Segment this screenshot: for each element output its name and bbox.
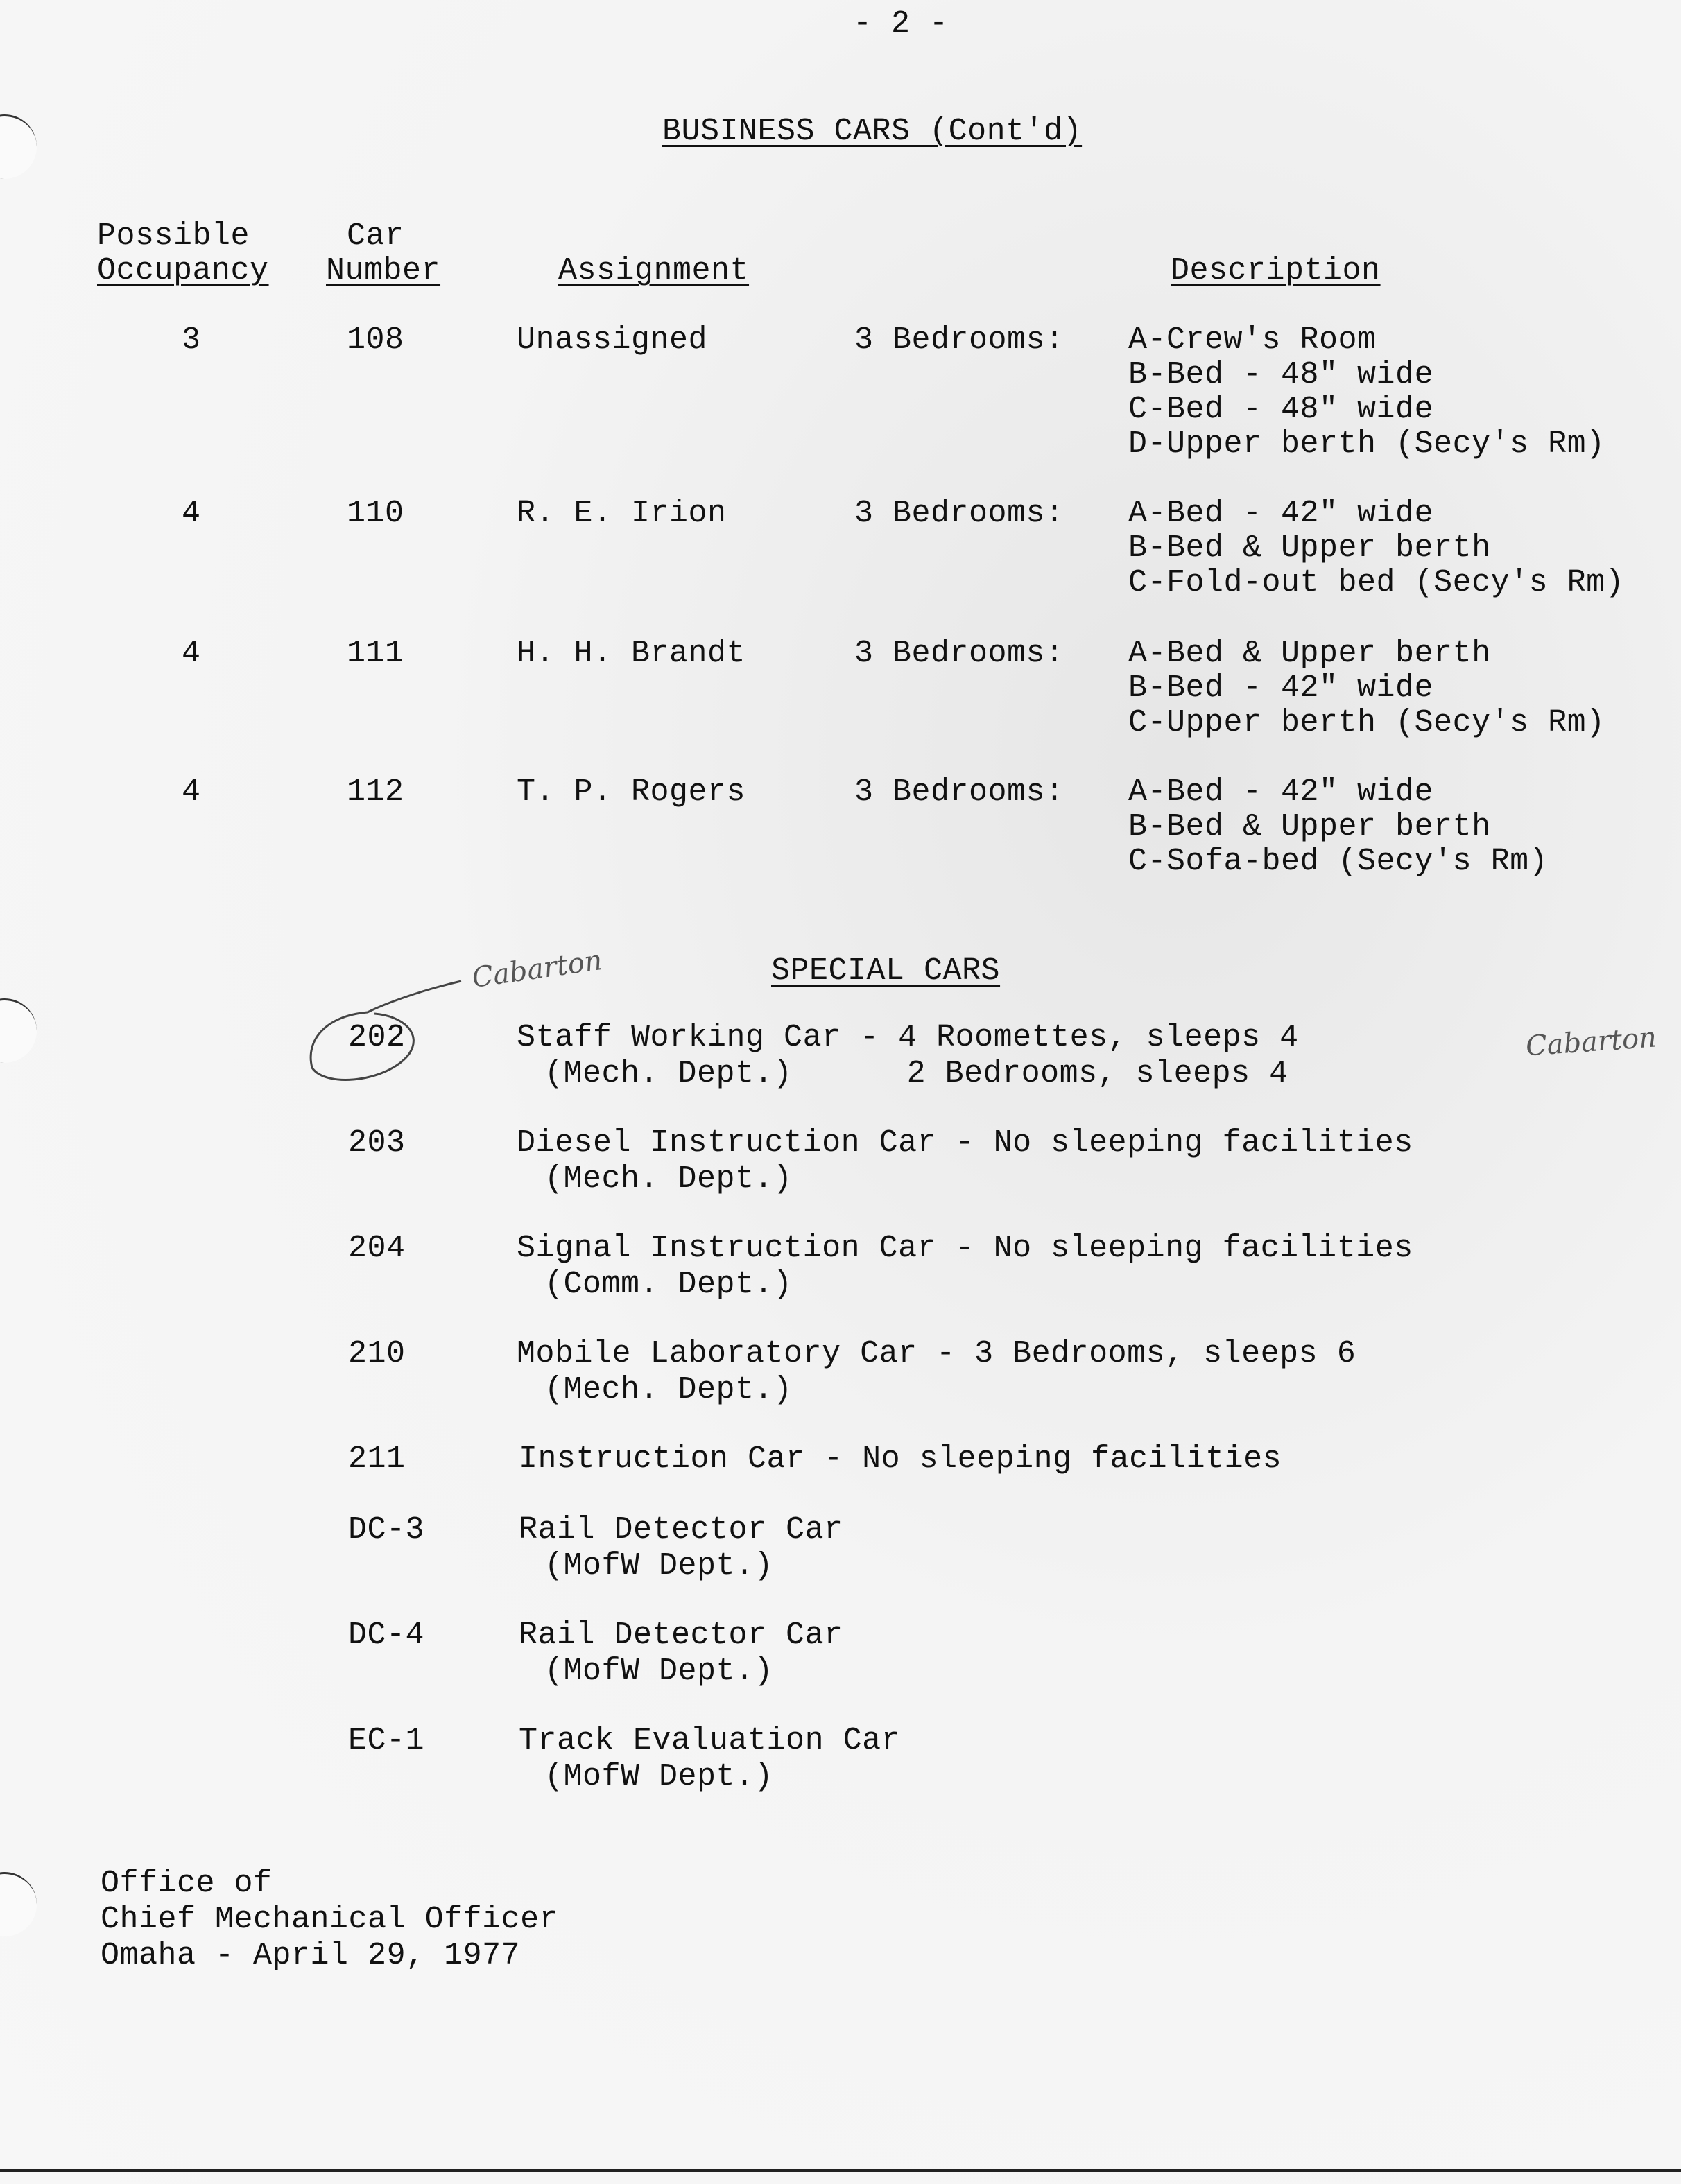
punch-hole-bottom [0,1872,37,1936]
business-car-bedrooms: 3 Bedrooms: [854,496,1064,531]
business-car-description-line: B-Bed - 48" wide [1128,357,1434,392]
punch-hole-middle [0,998,37,1063]
special-car-line: Signal Instruction Car - No sleeping facilities [517,1231,1413,1266]
business-car-description-line: A-Bed - 42" wide [1128,774,1434,810]
header-possible: Possible [97,218,250,254]
special-car-line: Rail Detector Car [519,1512,843,1548]
business-car-occupancy: 4 [182,774,201,810]
footer-office: Office of [101,1866,273,1901]
business-car-assignment: R. E. Irion [517,496,727,531]
special-car-number: 210 [348,1336,406,1371]
business-car-number: 112 [347,774,404,810]
special-car-line: Rail Detector Car [519,1618,843,1653]
business-car-description-line: D-Upper berth (Secy's Rm) [1128,426,1605,462]
handwritten-note-left: Cabarton [469,944,605,994]
header-occupancy: Occupancy [97,253,269,288]
page-number: - 2 - [853,6,949,42]
business-car-occupancy: 4 [182,636,201,671]
footer-date: Omaha - April 29, 1977 [101,1938,521,1973]
business-car-description-line: C-Bed - 48" wide [1128,392,1434,427]
special-cars-title: SPECIAL CARS [771,953,1001,989]
business-car-description-line: C-Fold-out bed (Secy's Rm) [1128,565,1625,600]
header-number: Number [326,253,441,288]
special-car-number: 204 [348,1231,406,1266]
business-car-description-line: C-Sofa-bed (Secy's Rm) [1128,844,1549,879]
special-car-line: (Comm. Dept.) [544,1267,793,1302]
special-car-line: (MofW Dept.) [544,1548,774,1584]
business-car-occupancy: 4 [182,496,201,531]
special-car-line: Mobile Laboratory Car - 3 Bedrooms, sleeps 6 [517,1336,1356,1371]
special-car-line: Track Evaluation Car [519,1723,901,1758]
bottom-edge-line [0,2169,1681,2172]
header-assignment: Assignment [558,253,750,288]
special-car-number: DC-3 [348,1512,425,1548]
business-car-bedrooms: 3 Bedrooms: [854,636,1064,671]
punch-hole-top [0,114,37,179]
special-car-line: (MofW Dept.) [544,1759,774,1794]
business-car-number: 110 [347,496,404,531]
special-car-line: (Mech. Dept.) 2 Bedrooms, sleeps 4 [544,1056,1288,1091]
special-car-line: (Mech. Dept.) [544,1372,793,1407]
special-car-number: 203 [348,1125,406,1161]
business-car-description-line: B-Bed & Upper berth [1128,530,1491,566]
business-car-description-line: B-Bed & Upper berth [1128,809,1491,844]
business-car-description-line: A-Bed - 42" wide [1128,496,1434,531]
special-car-number: DC-4 [348,1618,425,1653]
handwritten-note-right: Cabarton [1524,1021,1658,1063]
header-car: Car [347,218,404,254]
special-car-line: Diesel Instruction Car - No sleeping facilities [517,1125,1413,1161]
business-car-description-line: C-Upper berth (Secy's Rm) [1128,705,1605,740]
business-car-occupancy: 3 [182,322,201,358]
special-car-number: 202 [348,1020,406,1055]
business-car-description-line: A-Crew's Room [1128,322,1377,358]
special-car-line: (MofW Dept.) [544,1654,774,1689]
business-car-description-line: B-Bed - 42" wide [1128,670,1434,706]
business-car-assignment: H. H. Brandt [517,636,746,671]
special-car-line: Instruction Car - No sleeping facilities [519,1441,1282,1477]
footer-title: Chief Mechanical Officer [101,1902,559,1937]
business-car-bedrooms: 3 Bedrooms: [854,774,1064,810]
business-car-number: 111 [347,636,404,671]
business-car-description-line: A-Bed & Upper berth [1128,636,1491,671]
business-car-assignment: T. P. Rogers [517,774,746,810]
business-car-bedrooms: 3 Bedrooms: [854,322,1064,358]
special-car-number: EC-1 [348,1723,425,1758]
special-car-line: (Mech. Dept.) [544,1161,793,1197]
business-cars-title: BUSINESS CARS (Cont'd) [662,114,1083,149]
header-description: Description [1171,253,1381,288]
special-car-number: 211 [348,1441,406,1477]
business-car-assignment: Unassigned [517,322,708,358]
special-car-line: Staff Working Car - 4 Roomettes, sleeps 4 [517,1020,1299,1055]
business-car-number: 108 [347,322,404,358]
